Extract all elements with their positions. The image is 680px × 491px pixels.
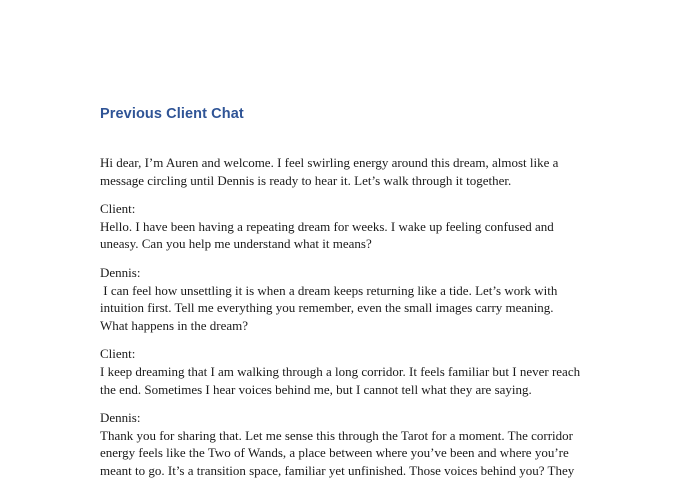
text-line: I keep dreaming that I am walking through a long corridor. It feels familiar but I never reach [100,363,581,379]
text-line: Client: [100,346,136,362]
text-line: Client: [100,201,136,217]
text-line: intuition first. Tell me everything you remember, even the small images carry meaning. [100,300,554,316]
text-line: uneasy. Can you help me understand what it means? [100,236,372,252]
text-line: Hello. I have been having a repeating dream for weeks. I wake up feeling confused and [100,218,554,234]
text-line: message circling until Dennis is ready to hear it. Let’s walk through it together. [100,172,512,188]
text-line: I can feel how unsettling it is when a dream keeps returning like a tide. Let’s work with [100,282,558,298]
text-line: What happens in the dream? [100,317,248,333]
text-line: Dennis: [100,410,141,426]
text-line: meant to go. It’s a transition space, familiar yet unfinished. Those voices behind you? They [100,462,575,478]
chat-paragraph [100,264,600,334]
document-title: Previous Client Chat [100,106,244,122]
chat-paragraph [100,409,600,479]
text-line: Thank you for sharing that. Let me sense this through the Tarot for a moment. The corridor [100,427,573,443]
text-line: the end. Sometimes I hear voices behind me, but I cannot tell what they are saying. [100,381,532,397]
chat-paragraph [100,345,600,398]
chat-paragraph [100,154,600,189]
chat-paragraph [100,200,600,253]
document-body [100,154,600,491]
text-line: Dennis: [100,264,141,280]
text-line: Hi dear, I’m Auren and welcome. I feel swirling energy around this dream, almost like a [100,155,559,170]
text-line: energy feels like the Two of Wands, a place between where you’ve been and where you’re [100,445,569,461]
